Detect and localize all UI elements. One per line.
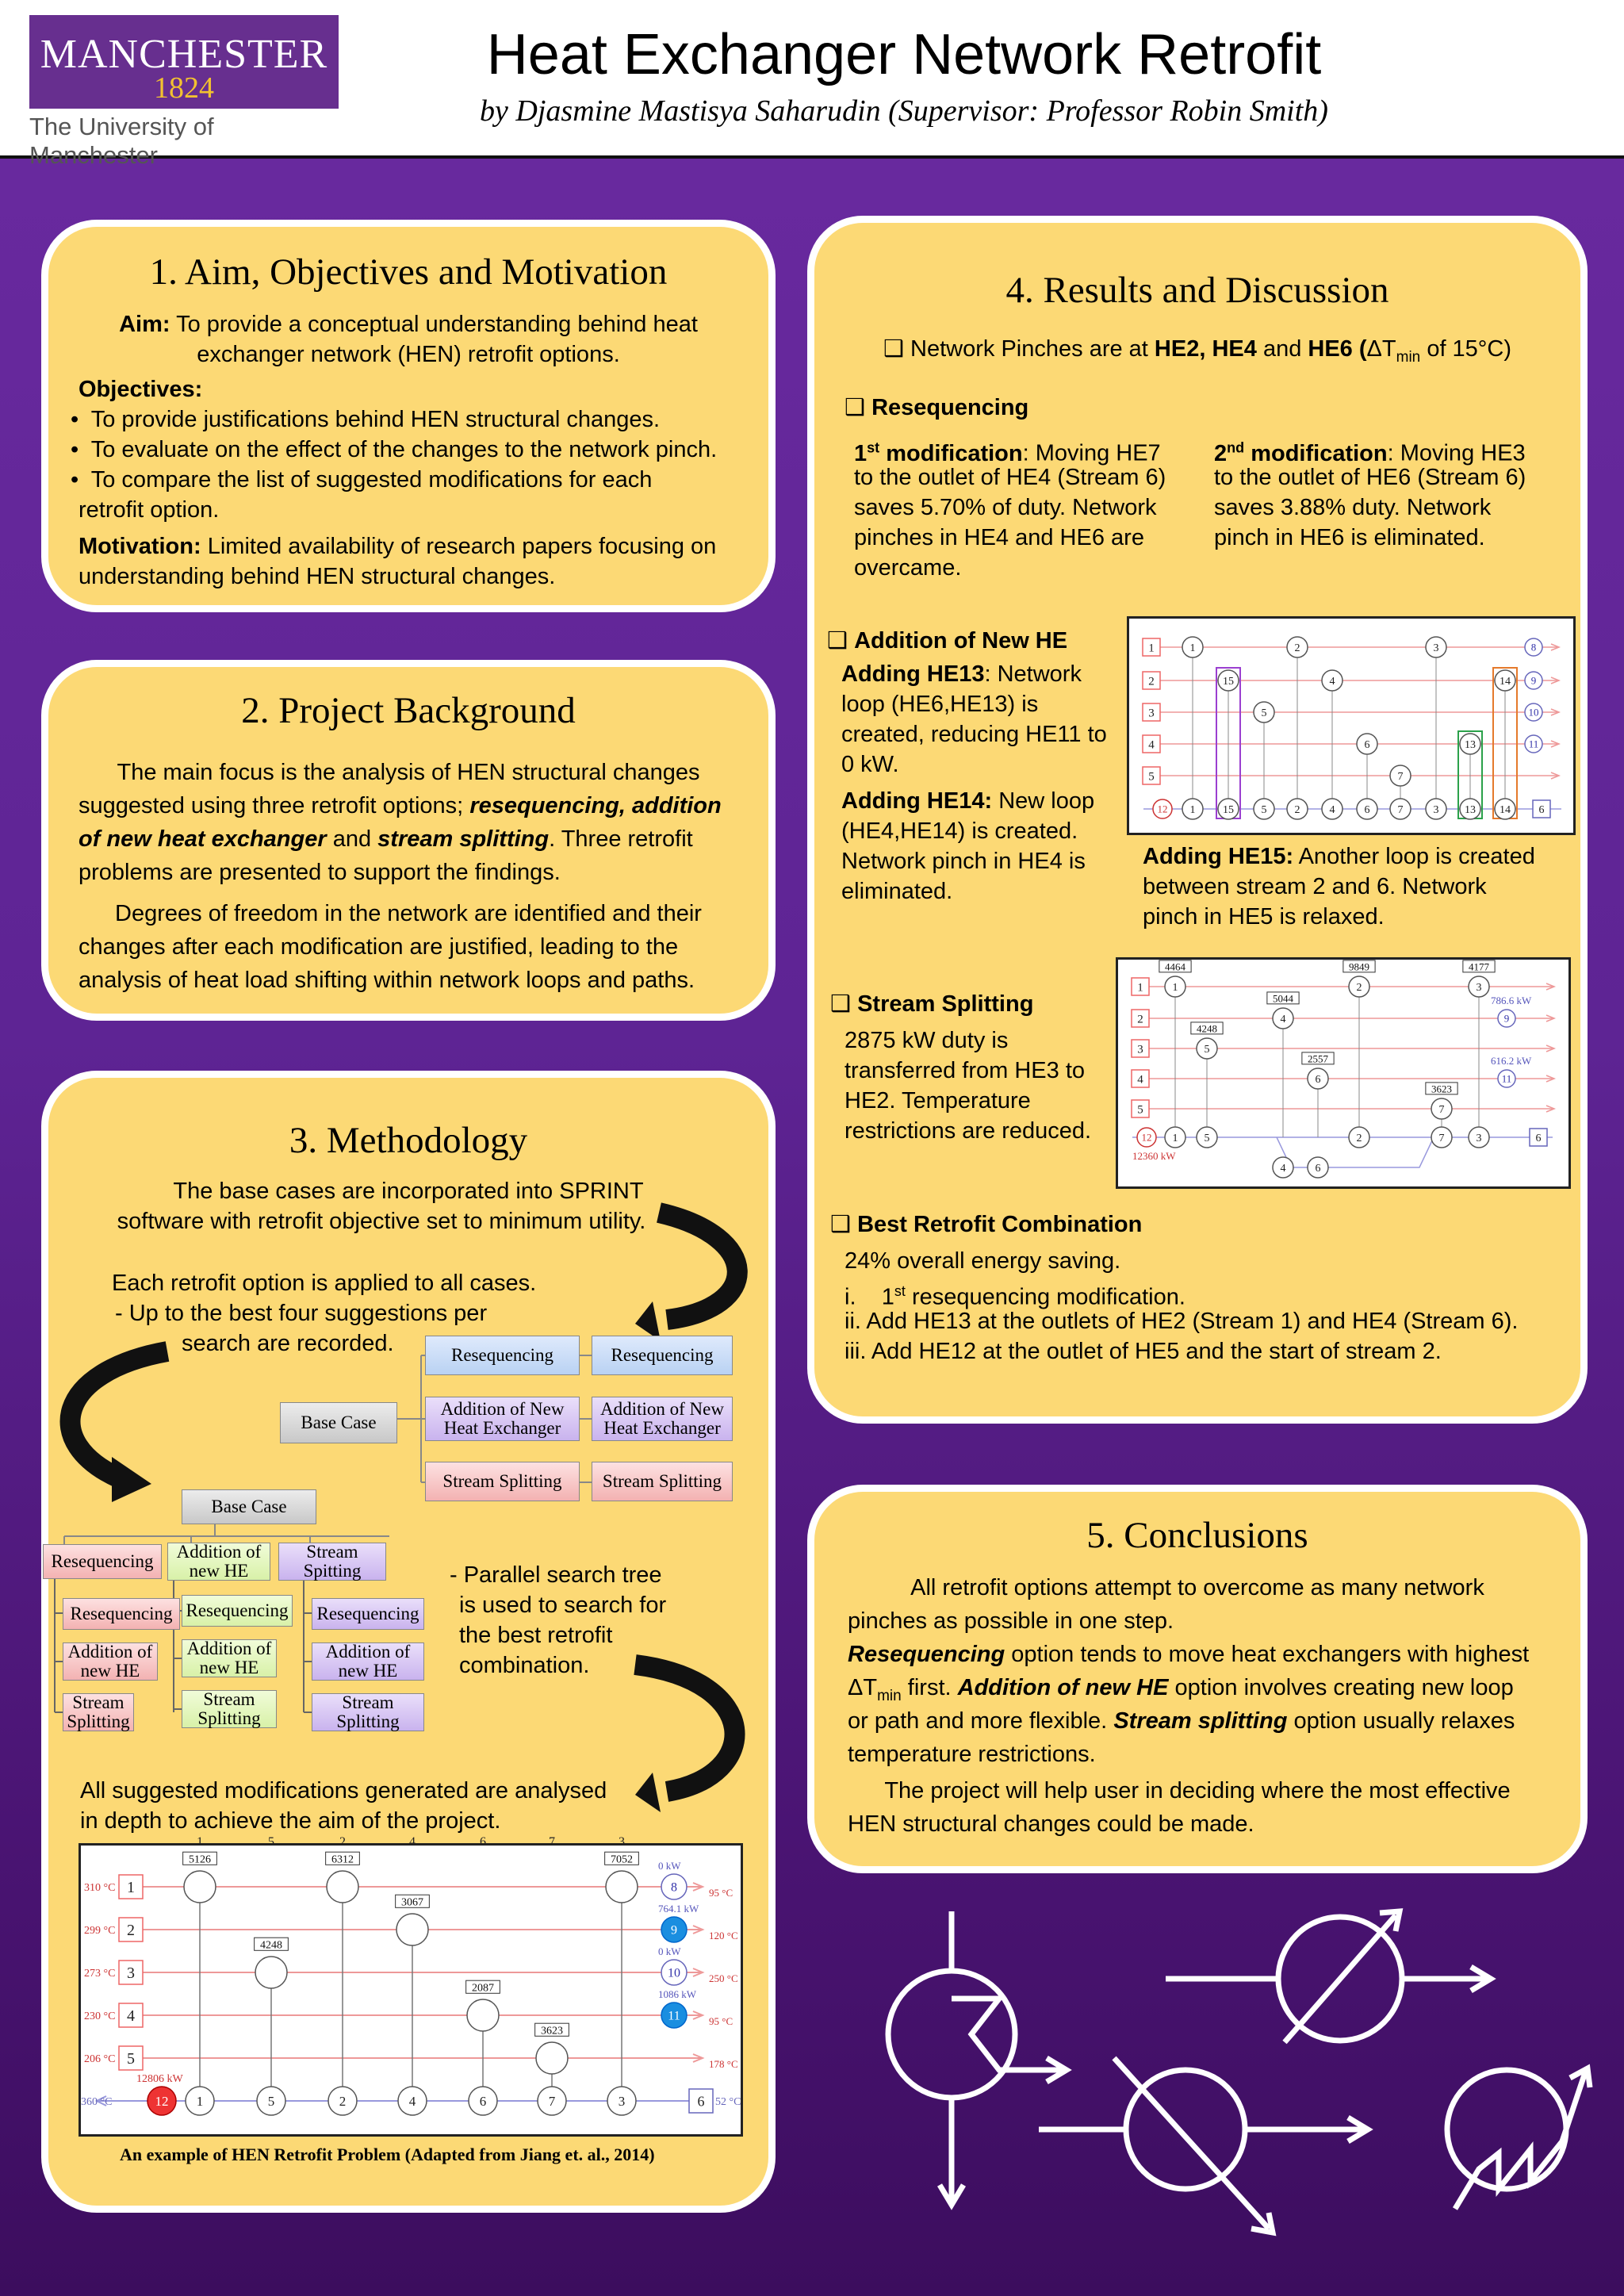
cooler-10-label: 10 bbox=[1528, 706, 1539, 719]
aim-line-1: Aim: To provide a conceptual understanding behind heat bbox=[119, 312, 698, 337]
exchanger-3-hot-circle bbox=[606, 1871, 638, 1903]
exchanger-6-cold-label: 6 bbox=[1364, 803, 1370, 816]
heater-12-label: 12 bbox=[155, 2093, 169, 2109]
mod1-l5: overcame. bbox=[854, 555, 962, 581]
exchanger-5-hot-circle bbox=[255, 1957, 287, 1988]
bg-para-1-l4: problems are presented to support the findings. bbox=[79, 860, 561, 885]
duty-6-label: 2087 bbox=[472, 1982, 494, 1995]
cooler-8-label: 8 bbox=[671, 1880, 677, 1895]
duty-4-label: 3067 bbox=[401, 1896, 423, 1909]
exchanger-7-hot-label: 7 bbox=[1438, 1103, 1445, 1116]
hot-outlet-temp: 178 °C bbox=[709, 2058, 738, 2070]
section-results bbox=[807, 216, 1588, 1424]
exchanger-6-hot-label: 6 bbox=[1364, 738, 1370, 751]
exchanger-1-cold-label: 1 bbox=[1172, 1132, 1178, 1144]
mod2-l1: 2nd modification: Moving HE3 bbox=[1214, 439, 1526, 466]
he13-l4: 0 kW. bbox=[841, 752, 899, 777]
exchanger-5-cold-label: 5 bbox=[1204, 1132, 1210, 1144]
arrow-curve-2 bbox=[71, 1351, 167, 1478]
exchanger-1-hot-circle bbox=[184, 1871, 216, 1903]
section-background-heading: 2. Project Background bbox=[241, 690, 576, 731]
tree2-base-case: Base Case bbox=[182, 1489, 316, 1524]
exchanger-4-cold-label: 4 bbox=[408, 2093, 416, 2109]
tree1-resequencing-2: Resequencing bbox=[592, 1336, 733, 1375]
stream-5-label: 5 bbox=[1148, 770, 1155, 784]
section-conclusions-heading: 5. Conclusions bbox=[1086, 1515, 1308, 1556]
poster-title: Heat Exchanger Network Retrofit bbox=[486, 23, 1322, 86]
stream-5-label: 5 bbox=[1137, 1103, 1143, 1117]
he14-l3: Network pinch in HE4 is bbox=[841, 849, 1086, 874]
best-l1: 24% overall energy saving. bbox=[845, 1248, 1121, 1274]
exchanger-7-cold-label: 7 bbox=[1397, 803, 1404, 816]
logo-wordmark: MANCHESTER bbox=[40, 32, 328, 77]
exchanger-13-cold-label: 13 bbox=[1465, 803, 1476, 816]
duty-1-label: 5126 bbox=[189, 1853, 211, 1866]
method-para-3-l2: is used to search for bbox=[459, 1593, 667, 1618]
hot-outlet-temp: 250 °C bbox=[709, 1972, 738, 1984]
checkbox-icon: ❑ bbox=[830, 1212, 851, 1237]
checkbox-icon: ❑ bbox=[883, 336, 904, 362]
exchanger-6-cold-label: 6 bbox=[479, 2093, 487, 2109]
hot-inlet-temp: 299 °C bbox=[84, 1925, 116, 1937]
mod2-l3: saves 3.88% duty. Network bbox=[1214, 495, 1492, 520]
he15-l2: between stream 2 and 6. Network bbox=[1143, 874, 1487, 899]
duty-4-label: 5044 bbox=[1273, 992, 1293, 1005]
method-para-3-l4: combination. bbox=[459, 1653, 590, 1678]
tree2-c1-splitting: Stream Splitting bbox=[63, 1693, 134, 1731]
hot-inlet-temp: 230 °C bbox=[84, 2010, 116, 2022]
hot-inlet-temp: 206 °C bbox=[84, 2053, 116, 2065]
university-logo bbox=[29, 15, 339, 109]
objectives-label: Objectives: bbox=[79, 377, 203, 402]
exchanger-4-cold-label: 4 bbox=[1329, 803, 1335, 816]
exchanger-14-cold-label: 14 bbox=[1500, 803, 1511, 816]
he13-l3: created, reducing HE11 to bbox=[841, 722, 1107, 747]
exchanger-1-cold-label: 1 bbox=[1189, 803, 1196, 816]
method-para-3-l1: - Parallel search tree bbox=[450, 1562, 662, 1588]
tree2-c2-resequencing: Resequencing bbox=[182, 1595, 293, 1627]
cold-inlet-temp: 52 °C bbox=[715, 2096, 741, 2108]
stream-3-label: 3 bbox=[127, 1964, 135, 1982]
cooler-duty: 1086 kW bbox=[658, 1988, 697, 2000]
exchanger-4-hot-label: 4 bbox=[409, 1835, 416, 1849]
cold-stream-6-label: 6 bbox=[1538, 803, 1545, 816]
exchanger-4-cold-branch-label: 4 bbox=[1280, 1162, 1286, 1175]
cooler-9-label: 9 bbox=[671, 1923, 677, 1938]
exchanger-5-cold-label: 5 bbox=[1261, 803, 1267, 816]
exchanger-14-hot-label: 14 bbox=[1500, 675, 1511, 688]
mod2-l2: to the outlet of HE6 (Stream 6) bbox=[1214, 465, 1526, 490]
concl-l3: Resequencing option tends to move heat exchangers with highest bbox=[848, 1642, 1530, 1667]
duty-7-label: 3623 bbox=[541, 2025, 563, 2037]
exchanger-7-cold-label: 7 bbox=[548, 2093, 556, 2109]
method-para-2-l3: search are recorded. bbox=[182, 1331, 394, 1356]
exchanger-3-hot-label: 3 bbox=[1433, 642, 1439, 654]
university-name: The University of Manchester bbox=[29, 113, 214, 169]
tree2-c2-splitting: Stream Splitting bbox=[182, 1690, 277, 1728]
objective-3-cont: retrofit option. bbox=[79, 497, 220, 523]
arrow-head-2 bbox=[112, 1457, 151, 1502]
concl-l5: or path and more flexible. Stream splitting option usually relaxes bbox=[848, 1708, 1515, 1734]
addition-network-svg bbox=[1129, 619, 1573, 833]
tree2-c3-splitting: Stream Splitting bbox=[312, 1693, 424, 1731]
section-aim-heading: 1. Aim, Objectives and Motivation bbox=[149, 251, 668, 293]
split-l1: 2875 kW duty is bbox=[845, 1028, 1009, 1053]
objective-1: • To provide justifications behind HEN structural changes. bbox=[71, 407, 661, 432]
split-l4: restrictions are reduced. bbox=[845, 1118, 1092, 1144]
exchanger-6-hot-label: 6 bbox=[1315, 1073, 1321, 1086]
exchanger-1-hot-label: 1 bbox=[1172, 981, 1178, 994]
cold-stream-6-label: 6 bbox=[697, 2093, 705, 2110]
cooler-11-duty: 616.2 kW bbox=[1491, 1055, 1532, 1067]
motivation-line-1: Motivation: Limited availability of research papers focusing on bbox=[79, 534, 717, 559]
cooler-9-label: 9 bbox=[1530, 674, 1537, 687]
cooler-11-label: 11 bbox=[668, 2009, 680, 2023]
resequencing-heading: ❑ Resequencing bbox=[845, 395, 1029, 420]
section-methodology-heading: 3. Methodology bbox=[289, 1120, 528, 1161]
tree2-col-splitting: Stream Spitting bbox=[278, 1543, 386, 1581]
exchanger-5-cold-label: 5 bbox=[267, 2093, 275, 2109]
stream-4-label: 4 bbox=[127, 2007, 135, 2025]
cooler-duty: 0 kW bbox=[658, 1945, 681, 1957]
he13-l1: Adding HE13: Network bbox=[841, 661, 1082, 687]
bg-para-2-l3: analysis of heat load shifting within network loops and paths. bbox=[79, 968, 695, 993]
stream-5-label: 5 bbox=[127, 2050, 135, 2068]
cooler-11-label: 11 bbox=[1501, 1072, 1512, 1085]
checkbox-icon: ❑ bbox=[845, 395, 865, 420]
heater-duty: 12806 kW bbox=[136, 2073, 183, 2085]
exchanger-5-hot-label: 5 bbox=[1261, 707, 1267, 719]
concl-l1: All retrofit options attempt to overcome as many network bbox=[910, 1575, 1484, 1600]
tree1-resequencing-1: Resequencing bbox=[425, 1336, 580, 1375]
he14-l2: (HE4,HE14) is created. bbox=[841, 818, 1078, 844]
duty-5-label: 4248 bbox=[1197, 1022, 1217, 1035]
poster-header bbox=[0, 0, 1624, 169]
cooler-duty: 764.1 kW bbox=[658, 1903, 699, 1915]
exchanger-6-cold-branch-label: 6 bbox=[1315, 1162, 1321, 1175]
he15-l1: Adding HE15: Another loop is created bbox=[1143, 844, 1535, 869]
concl-l7: The project will help user in deciding where the most effective bbox=[884, 1778, 1511, 1803]
exchanger-15-hot-label: 15 bbox=[1223, 675, 1234, 688]
tree2-col-resequencing: Resequencing bbox=[43, 1544, 162, 1579]
tree1-splitting-1: Stream Splitting bbox=[425, 1462, 580, 1501]
stream-1-label: 1 bbox=[1137, 981, 1143, 995]
bg-para-1-l2: suggested using three retrofit options; resequencing, addition bbox=[79, 793, 722, 818]
exchanger-2-hot-circle bbox=[327, 1871, 358, 1903]
best-l4: iii. Add HE12 at the outlet of HE5 and the start of stream 2. bbox=[845, 1339, 1442, 1364]
addition-heading: ❑ Addition of New HE bbox=[827, 628, 1068, 654]
exchanger-zigzag-icon bbox=[1447, 2068, 1590, 2209]
exchanger-5-hot-label: 5 bbox=[1204, 1043, 1210, 1056]
split-l3: HE2. Temperature bbox=[845, 1088, 1031, 1114]
duty-2-label: 6312 bbox=[331, 1853, 354, 1866]
section-aim bbox=[41, 220, 776, 612]
duty-7-label: 3623 bbox=[1431, 1083, 1452, 1095]
splitting-network-svg bbox=[1118, 960, 1568, 1186]
tree1-addition-1: Addition of New Heat Exchanger bbox=[425, 1397, 580, 1441]
duty-1-label: 4464 bbox=[1165, 960, 1185, 973]
tree1-splitting-2: Stream Splitting bbox=[592, 1462, 733, 1501]
exchanger-2-cold-label: 2 bbox=[1356, 1132, 1362, 1144]
exchanger-2-hot-label: 2 bbox=[1356, 981, 1362, 994]
heater-12-label: 12 bbox=[1141, 1131, 1152, 1144]
arrow-head-3 bbox=[635, 1773, 661, 1812]
exchanger-4-hot-label: 4 bbox=[1280, 1013, 1286, 1025]
stream-2-label: 2 bbox=[1148, 675, 1155, 688]
best-l3: ii. Add HE13 at the outlets of HE2 (Stream 1) and HE4 (Stream 6). bbox=[845, 1309, 1519, 1334]
exchanger-6-hot-circle bbox=[467, 1999, 499, 2031]
split-l2: transferred from HE3 to bbox=[845, 1058, 1085, 1083]
exchanger-3-cold-label: 3 bbox=[1433, 803, 1439, 816]
stream-4-label: 4 bbox=[1137, 1073, 1143, 1087]
bg-para-2-l1: Degrees of freedom in the network are identified and their bbox=[115, 901, 702, 926]
exchanger-1-hot-label: 1 bbox=[1189, 642, 1196, 654]
mod1-l3: saves 5.70% of duty. Network bbox=[854, 495, 1157, 520]
exchanger-15-cold-label: 15 bbox=[1223, 803, 1234, 816]
exchanger-3-cold-label: 3 bbox=[1476, 1132, 1482, 1144]
exchanger-2-hot-label: 2 bbox=[339, 1835, 346, 1849]
method-para-1-l2: software with retrofit objective set to minimum utility. bbox=[117, 1209, 646, 1234]
section-results-heading: 4. Results and Discussion bbox=[1005, 270, 1389, 311]
cooler-duty: 0 kW bbox=[658, 1860, 681, 1872]
heater-12-label: 12 bbox=[1157, 803, 1168, 815]
hot-outlet-temp: 95 °C bbox=[709, 1887, 733, 1899]
checkbox-icon: ❑ bbox=[827, 628, 848, 654]
checkbox-icon: ❑ bbox=[830, 991, 851, 1017]
tree2-col-addition: Addition of new HE bbox=[167, 1543, 270, 1581]
exchanger-diagonal-icon bbox=[1166, 1911, 1491, 2042]
exchanger-13-hot-label: 13 bbox=[1465, 738, 1476, 751]
method-para-2-l2: - Up to the best four suggestions per bbox=[115, 1301, 488, 1326]
best-heading: ❑ Best Retrofit Combination bbox=[830, 1212, 1143, 1237]
concl-l6: temperature restrictions. bbox=[848, 1742, 1096, 1767]
stream-3-label: 3 bbox=[1148, 707, 1155, 720]
hot-inlet-temp: 273 °C bbox=[84, 1968, 116, 1980]
poster-byline: by Djasmine Mastisya Saharudin (Supervisor: Professor Robin Smith) bbox=[480, 94, 1328, 128]
concl-l4: $\Delta T_{min}$ first. Addition of new HE option involves creating new loop bbox=[848, 1675, 1514, 1704]
duty-6-label: 2557 bbox=[1308, 1052, 1328, 1065]
splitting-heading: ❑ Stream Splitting bbox=[830, 991, 1034, 1017]
mod1-l4: pinches in HE4 and HE6 are bbox=[854, 525, 1144, 550]
tree2-c1-addition: Addition of new HE bbox=[63, 1642, 158, 1681]
concl-l2: pinches as possible in one step. bbox=[848, 1608, 1174, 1634]
figure-caption: An example of HEN Retrofit Problem (Adapted from Jiang et. al., 2014) bbox=[120, 2145, 655, 2164]
tree2-c2-addition: Addition of new HE bbox=[182, 1639, 277, 1677]
duty-5-label: 4248 bbox=[260, 1939, 282, 1952]
exchanger-7-cold-label: 7 bbox=[1438, 1132, 1445, 1144]
method-para-4-l2: in depth to achieve the aim of the project. bbox=[80, 1808, 501, 1834]
duty-3-label: 4177 bbox=[1469, 960, 1489, 973]
mod1-l2: to the outlet of HE4 (Stream 6) bbox=[854, 465, 1166, 490]
splitting-network-diagram bbox=[1116, 957, 1571, 1189]
exchanger-1-cold-label: 1 bbox=[196, 2093, 204, 2109]
tree2-c1-resequencing: Resequencing bbox=[63, 1598, 180, 1630]
exchanger-2-hot-label: 2 bbox=[1294, 642, 1300, 654]
cooler-8-label: 8 bbox=[1530, 641, 1537, 654]
tree1-addition-2: Addition of New Heat Exchanger bbox=[592, 1397, 733, 1441]
cooler-9-label: 9 bbox=[1503, 1012, 1510, 1025]
exchanger-3-hot-label: 3 bbox=[619, 1835, 625, 1849]
tree2-c3-addition: Addition of new HE bbox=[312, 1642, 424, 1681]
exchanger-3-hot-label: 3 bbox=[1476, 981, 1482, 994]
method-para-1-l1: The base cases are incorporated into SPRINT bbox=[173, 1179, 644, 1204]
best-l2: i. 1st resequencing modification. bbox=[845, 1283, 1185, 1310]
exchanger-3-cold-label: 3 bbox=[618, 2093, 626, 2109]
stream-2-label: 2 bbox=[1137, 1013, 1143, 1026]
stream-1-label: 1 bbox=[1148, 642, 1155, 655]
arrow-curve-3 bbox=[635, 1665, 735, 1792]
stream-1-label: 1 bbox=[127, 1879, 135, 1896]
hot-outlet-temp: 95 °C bbox=[709, 2015, 733, 2027]
mod1-l1: 1st modification: Moving HE7 bbox=[854, 439, 1161, 466]
exchanger-2-cold-label: 2 bbox=[1294, 803, 1300, 816]
shell-tube-exchanger-icon bbox=[888, 1911, 1067, 2205]
exchanger-6-hot-label: 6 bbox=[480, 1835, 486, 1849]
exchanger-cross-icon bbox=[1039, 2058, 1368, 2233]
hot-inlet-temp: 310 °C bbox=[84, 1882, 116, 1894]
he14-l4: eliminated. bbox=[841, 879, 953, 904]
method-para-3-l3: the best retrofit bbox=[459, 1623, 613, 1648]
aim-line-2: exchanger network (HEN) retrofit options. bbox=[197, 342, 620, 367]
bg-para-1-l3: of new heat exchanger and stream splitting. Three retrofit bbox=[79, 826, 693, 852]
exchanger-5-hot-label: 5 bbox=[268, 1835, 274, 1849]
exchanger-1-hot-label: 1 bbox=[197, 1835, 203, 1849]
exchanger-7-hot-label: 7 bbox=[1397, 770, 1404, 783]
arrow-curve-1 bbox=[659, 1213, 737, 1320]
cold-outlet-temp: 360 °C bbox=[81, 2096, 113, 2108]
cooler-10-label: 10 bbox=[668, 1966, 680, 1980]
objective-2: • To evaluate on the effect of the changes to the network pinch. bbox=[71, 437, 718, 462]
exchanger-4-hot-label: 4 bbox=[1329, 675, 1335, 688]
section-conclusions bbox=[807, 1485, 1588, 1873]
hen-grid-example bbox=[79, 1835, 743, 2137]
bg-para-1-l1: The main focus is the analysis of HEN structural changes bbox=[117, 760, 700, 785]
tree2-c3-resequencing: Resequencing bbox=[312, 1598, 424, 1630]
he14-l1: Adding HE14: New loop bbox=[841, 788, 1095, 814]
he15-l3: pinch in HE5 is relaxed. bbox=[1143, 904, 1385, 930]
addition-network-diagram bbox=[1127, 616, 1576, 835]
stream-2-label: 2 bbox=[127, 1922, 135, 1939]
he13-l2: loop (HE6,HE13) is bbox=[841, 692, 1039, 717]
cooler-11-label: 11 bbox=[1528, 738, 1539, 750]
cold-stream-6-label: 6 bbox=[1535, 1132, 1542, 1144]
exchanger-2-cold-label: 2 bbox=[339, 2093, 347, 2109]
method-para-2-l1: Each retrofit option is applied to all cases. bbox=[112, 1271, 537, 1296]
exchanger-7-hot-circle bbox=[536, 2042, 568, 2074]
mod2-l4: pinch in HE6 is eliminated. bbox=[1214, 525, 1485, 550]
stream-4-label: 4 bbox=[1148, 738, 1155, 752]
exchanger-4-hot-circle bbox=[396, 1914, 428, 1945]
duty-2-label: 9849 bbox=[1349, 960, 1369, 973]
method-para-4-l1: All suggested modifications generated are analysed bbox=[80, 1778, 607, 1803]
cooler-9-duty: 786.6 kW bbox=[1491, 995, 1532, 1006]
pinch-statement: ❑ Network Pinches are at HE2, HE4 and HE6 ($\Delta T_{min}$ of 15°C) bbox=[883, 336, 1512, 366]
heater-duty: 12360 kW bbox=[1132, 1150, 1176, 1162]
section-background bbox=[41, 660, 776, 1021]
concl-l8: HEN structural changes could be made. bbox=[848, 1811, 1254, 1837]
duty-3-label: 7052 bbox=[611, 1853, 633, 1866]
hot-outlet-temp: 120 °C bbox=[709, 1930, 738, 1941]
hen-grid-svg bbox=[81, 1835, 741, 2134]
motivation-line-2: understanding behind HEN structural changes. bbox=[79, 564, 556, 589]
exchanger-7-hot-label: 7 bbox=[549, 1835, 555, 1849]
tree1-base-case: Base Case bbox=[280, 1402, 397, 1443]
section-methodology bbox=[41, 1071, 776, 2213]
heat-exchanger-symbols bbox=[872, 1888, 1618, 2237]
stream-3-label: 3 bbox=[1137, 1043, 1143, 1056]
bg-para-2-l2: changes after each modification are justified, leading to the bbox=[79, 934, 679, 960]
logo-year: 1824 bbox=[154, 71, 214, 105]
objective-3: • To compare the list of suggested modifications for each bbox=[71, 467, 653, 493]
